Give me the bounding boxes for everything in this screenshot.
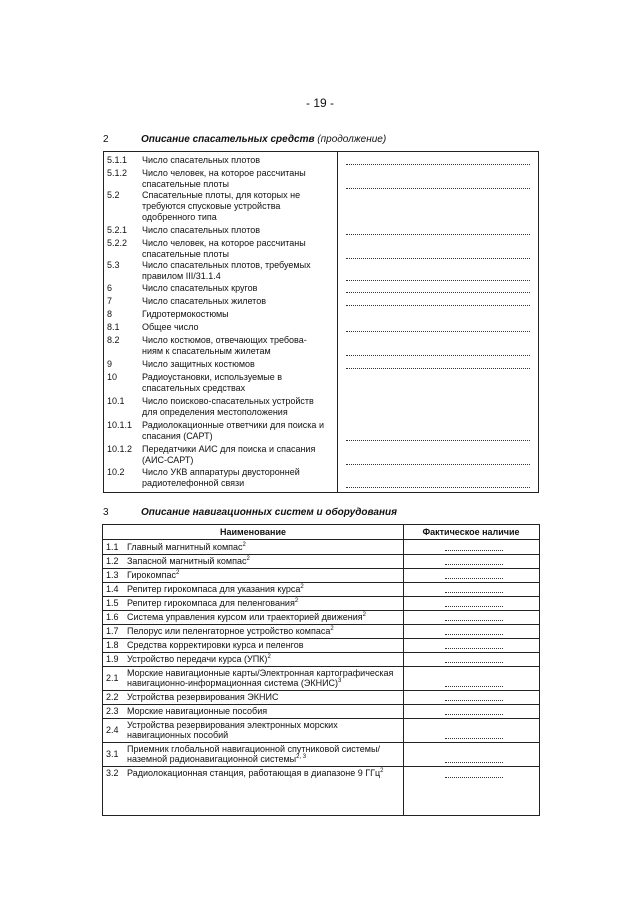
fill-in-line[interactable] [346, 258, 530, 259]
fill-in-line[interactable] [346, 188, 530, 189]
item-name: Репитер гирокомпаса для указания курса$^2$ [127, 584, 304, 594]
section-number: 3 [103, 507, 109, 518]
footnote-marker: 2 [176, 570, 180, 576]
footnote-marker: 2 [300, 584, 304, 590]
fill-in-line[interactable] [445, 738, 503, 739]
item-name: Репитер гирокомпаса для пеленгования$^2$ [127, 598, 299, 608]
table-row [103, 742, 539, 767]
item-number: 5.1.2 [107, 168, 128, 178]
item-number: 1.4 [106, 584, 119, 594]
item-name: Число защитных костюмов [142, 359, 255, 369]
table-row [103, 718, 539, 743]
table-header [103, 525, 539, 540]
item-name: Устройства резервирования ЭКНИС [127, 692, 279, 702]
item-name: Число поисково-спасательных устройств для определения местоположения [142, 396, 314, 417]
item-name: Средства корректировки курса и пеленгов [127, 640, 304, 650]
fill-in-line[interactable] [346, 280, 530, 281]
item-number: 5.2 [107, 190, 120, 200]
table-row [103, 638, 539, 653]
table-row [103, 610, 539, 625]
continued-note: (продолжение) [317, 134, 387, 145]
footnote-marker: 2 [267, 654, 271, 660]
item-number: 10.1 [107, 396, 125, 406]
item-name: Система управления курсом или траекторией движения$^2$ [127, 612, 366, 622]
item-number: 10.1.1 [107, 420, 133, 430]
section-2-heading [103, 134, 523, 146]
fill-in-line[interactable] [346, 234, 530, 235]
fill-in-line[interactable] [346, 368, 530, 369]
fill-in-line[interactable] [445, 634, 503, 635]
item-name: Устройства резервирования электронных морских навигационных пособий [127, 720, 338, 740]
fill-in-line[interactable] [445, 686, 503, 687]
item-name: Спасательные плоты, для которых не требуются спусковые устройства одобренного типа [142, 190, 301, 222]
fill-in-line[interactable] [346, 487, 530, 488]
item-number: 1.3 [106, 570, 119, 580]
footnote-marker: 2 [362, 612, 366, 618]
item-number: 1.9 [106, 654, 119, 664]
item-name: Число спасательных плотов [142, 155, 261, 165]
footnote-marker: 2 [294, 598, 299, 604]
section-title: Описание спасательных средств (продолжение) [141, 134, 387, 145]
item-number: 2.3 [106, 706, 119, 716]
item-name: Передатчики АИС для поиска и спасания (АИС-САРТ) [142, 444, 316, 465]
fill-in-line[interactable] [445, 648, 503, 649]
table-row [103, 596, 539, 611]
footnote-marker: 2, 3 [296, 754, 307, 760]
fill-in-line[interactable] [445, 578, 503, 579]
item-number: 10.2 [107, 467, 125, 477]
item-number: 7 [107, 296, 113, 306]
fill-in-line[interactable] [346, 355, 530, 356]
item-number: 8.2 [107, 335, 120, 345]
section-title: Описание навигационных систем и оборудования [141, 507, 397, 518]
item-name: Число спасательных жилетов [142, 296, 266, 306]
item-number: 5.3 [107, 260, 120, 270]
item-name: Число спасательных плотов [142, 225, 261, 235]
item-number: 2.4 [106, 725, 119, 735]
lifesaving-appliances-table [103, 151, 539, 493]
fill-in-line[interactable] [346, 440, 530, 441]
item-number: 9 [107, 359, 113, 369]
fill-in-line[interactable] [346, 164, 530, 165]
fill-in-line[interactable] [445, 620, 503, 621]
table-row [103, 582, 539, 597]
item-number: 1.2 [106, 556, 119, 566]
item-name: Число УКВ аппаратуры двусторонней радиотелефонной связи [142, 467, 300, 488]
item-number: 6 [107, 283, 113, 293]
fill-in-line[interactable] [445, 606, 503, 607]
item-number: 1.6 [106, 612, 119, 622]
footnote-marker: 2 [242, 542, 246, 548]
item-name: Радиолокационные ответчики для поиска и спасания (САРТ) [142, 420, 324, 441]
item-number: 1.5 [106, 598, 119, 608]
item-number: 2.1 [106, 673, 119, 683]
fill-in-line[interactable] [445, 592, 503, 593]
item-name: Общее число [142, 322, 199, 332]
fill-in-line[interactable] [346, 292, 530, 293]
item-name: Радиоустановки, используемые в спасательных средствах [142, 372, 283, 393]
table-row [103, 666, 539, 691]
footnote-marker: 3 [338, 678, 342, 684]
table-row [103, 690, 539, 705]
table-row [103, 554, 539, 569]
item-name: Число костюмов, отвечающих требова- ниям к спасательным жилетам [142, 335, 307, 356]
footnote-marker: 2 [380, 768, 384, 774]
section-3-heading [103, 507, 523, 519]
item-number: 8 [107, 309, 113, 319]
fill-in-line[interactable] [445, 777, 503, 778]
item-name: Главный магнитный компас$^2$ [127, 542, 246, 552]
item-number: 8.1 [107, 322, 120, 332]
fill-in-line[interactable] [445, 700, 503, 701]
item-name: Приемник глобальной навигационной спутниковой системы/ наземной радионавигационной системы$^{2, 3}$ [127, 744, 380, 764]
fill-in-line[interactable] [346, 331, 530, 332]
item-name: Радиолокационная станция, работающая в диапазоне 9 ГГц$^2$ [127, 768, 384, 778]
fill-in-line[interactable] [445, 662, 503, 663]
item-number: 3.1 [106, 749, 119, 759]
item-number: 10 [107, 372, 118, 382]
item-name: Пелорус или пеленгаторное устройство компаса$^2$ [127, 626, 334, 636]
table-row [103, 652, 539, 667]
fill-in-line[interactable] [445, 564, 503, 565]
item-number: 5.2.2 [107, 238, 128, 248]
table-row [103, 704, 539, 719]
fill-in-line[interactable] [346, 305, 530, 306]
table-row [103, 568, 539, 583]
item-name: Запасной магнитный компас$^2$ [127, 556, 250, 566]
item-number: 1.1 [106, 542, 119, 552]
fill-in-line[interactable] [346, 464, 530, 465]
footnote-marker: 2 [330, 626, 334, 632]
item-number: 5.2.1 [107, 225, 128, 235]
item-number: 10.1.2 [107, 444, 133, 454]
item-name: Число спасательных кругов [142, 283, 258, 293]
item-name: Гирокомпас$^2$ [127, 570, 180, 580]
table-row [103, 766, 539, 781]
item-name: Морские навигационные карты/Электронная картографическая навигационно-информационная система (ЭКНИС)$^3$ [127, 668, 394, 688]
header-name: Наименование [219, 527, 287, 537]
item-number: 1.8 [106, 640, 119, 650]
item-number: 1.7 [106, 626, 119, 636]
section-number: 2 [103, 134, 109, 145]
page-number: - 19 - [305, 96, 334, 110]
item-number: 5.1.1 [107, 155, 128, 165]
item-name: Гидротермокостюмы [142, 309, 229, 319]
item-name: Число спасательных плотов, требуемых правилом III/31.1.4 [142, 260, 311, 281]
navigation-equipment-table [102, 524, 540, 816]
fill-in-line[interactable] [445, 550, 503, 551]
column-divider [337, 152, 338, 492]
item-number: 3.2 [106, 768, 119, 778]
table-row [103, 624, 539, 639]
table-row [103, 540, 539, 555]
item-name: Число человек, на которое рассчитаны спасательные плоты [142, 238, 306, 259]
fill-in-line[interactable] [445, 714, 503, 715]
footnote-marker: 2 [246, 556, 250, 562]
fill-in-line[interactable] [445, 762, 503, 763]
item-name: Устройство передачи курса (УПК)$^2$ [127, 654, 271, 664]
item-number: 2.2 [106, 692, 119, 702]
item-name: Число человек, на которое рассчитаны спасательные плоты [142, 168, 306, 189]
header-status: Фактическое наличие [422, 527, 520, 537]
item-name: Морские навигационные пособия [127, 706, 268, 716]
